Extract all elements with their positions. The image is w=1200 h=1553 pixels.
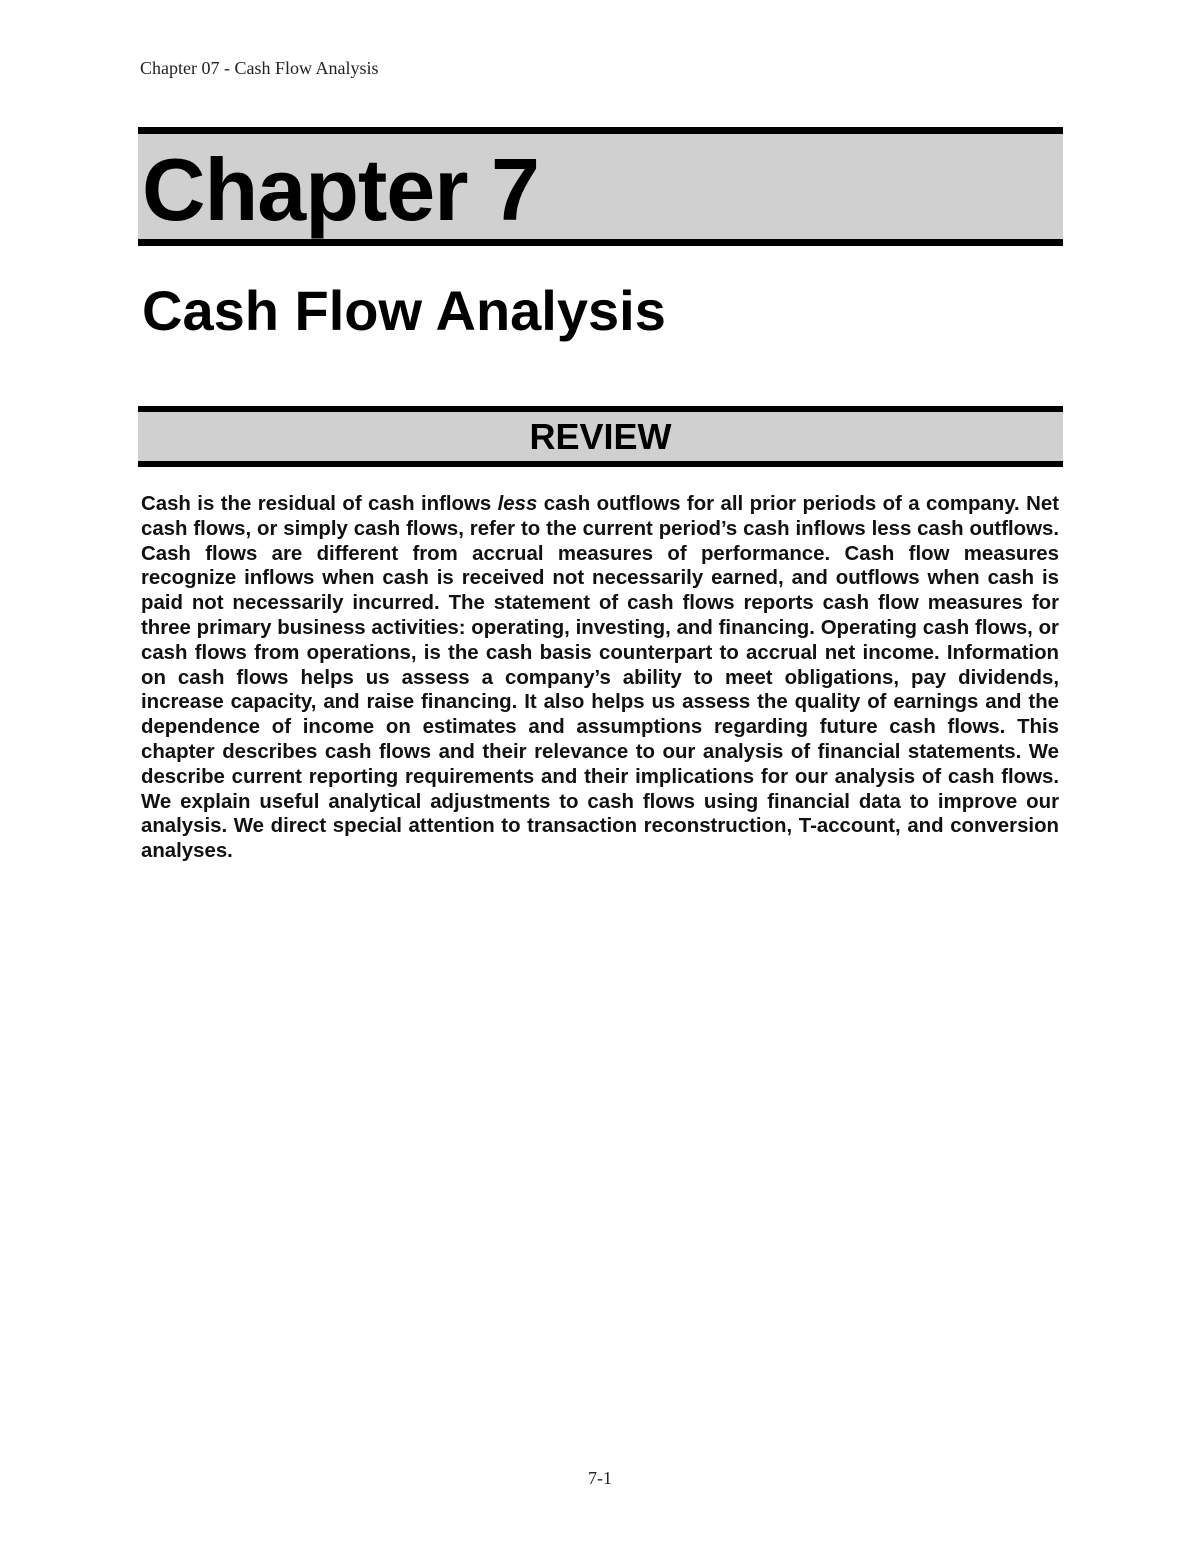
chapter-title-band bbox=[138, 127, 1063, 246]
review-paragraph bbox=[141, 492, 1059, 864]
page-number: 7-1 bbox=[588, 1468, 612, 1488]
review-text-rest: cash outflows for all prior periods of a company. Net cash flows, or simply cash flows, refer to the current period’s cash inflows less cash outflows. Cash flows are different from accrual measures of performance. Cash flow measures recognize inflows when cash is received not necessarily earned, and outflows when cash is paid not necessarily incurred. The statement of cash flows reports cash flow measures for three primary business activities: operating, investing, and financing. Operating cash flows, or cash flows from operations, is the cash basis counterpart to accrual net income. Information on cash flows helps us assess a company’s ability to meet obligations, pay dividends, increase capacity, and raise financing. It also helps us assess the quality of earnings and the dependence of income on estimates and assumptions regarding future cash flows. This chapter describes cash flows and their relevance to our analysis of financial statements. We describe current reporting requirements and their implications for our analysis of cash flows. We explain useful analytical adjustments to cash flows using financial data to improve our analysis. We direct special attention to transaction reconstruction, T-account, and conversion analyses. bbox=[141, 493, 1059, 863]
running-header: Chapter 07 - Cash Flow Analysis bbox=[140, 58, 379, 78]
review-heading: REVIEW bbox=[529, 415, 672, 457]
review-text-start: Cash is the residual of cash inflows bbox=[141, 493, 498, 515]
review-heading-band bbox=[138, 406, 1063, 467]
review-text-italic: less bbox=[497, 493, 538, 515]
chapter-title: Chapter 7 bbox=[142, 140, 539, 239]
chapter-subtitle: Cash Flow Analysis bbox=[142, 279, 666, 342]
